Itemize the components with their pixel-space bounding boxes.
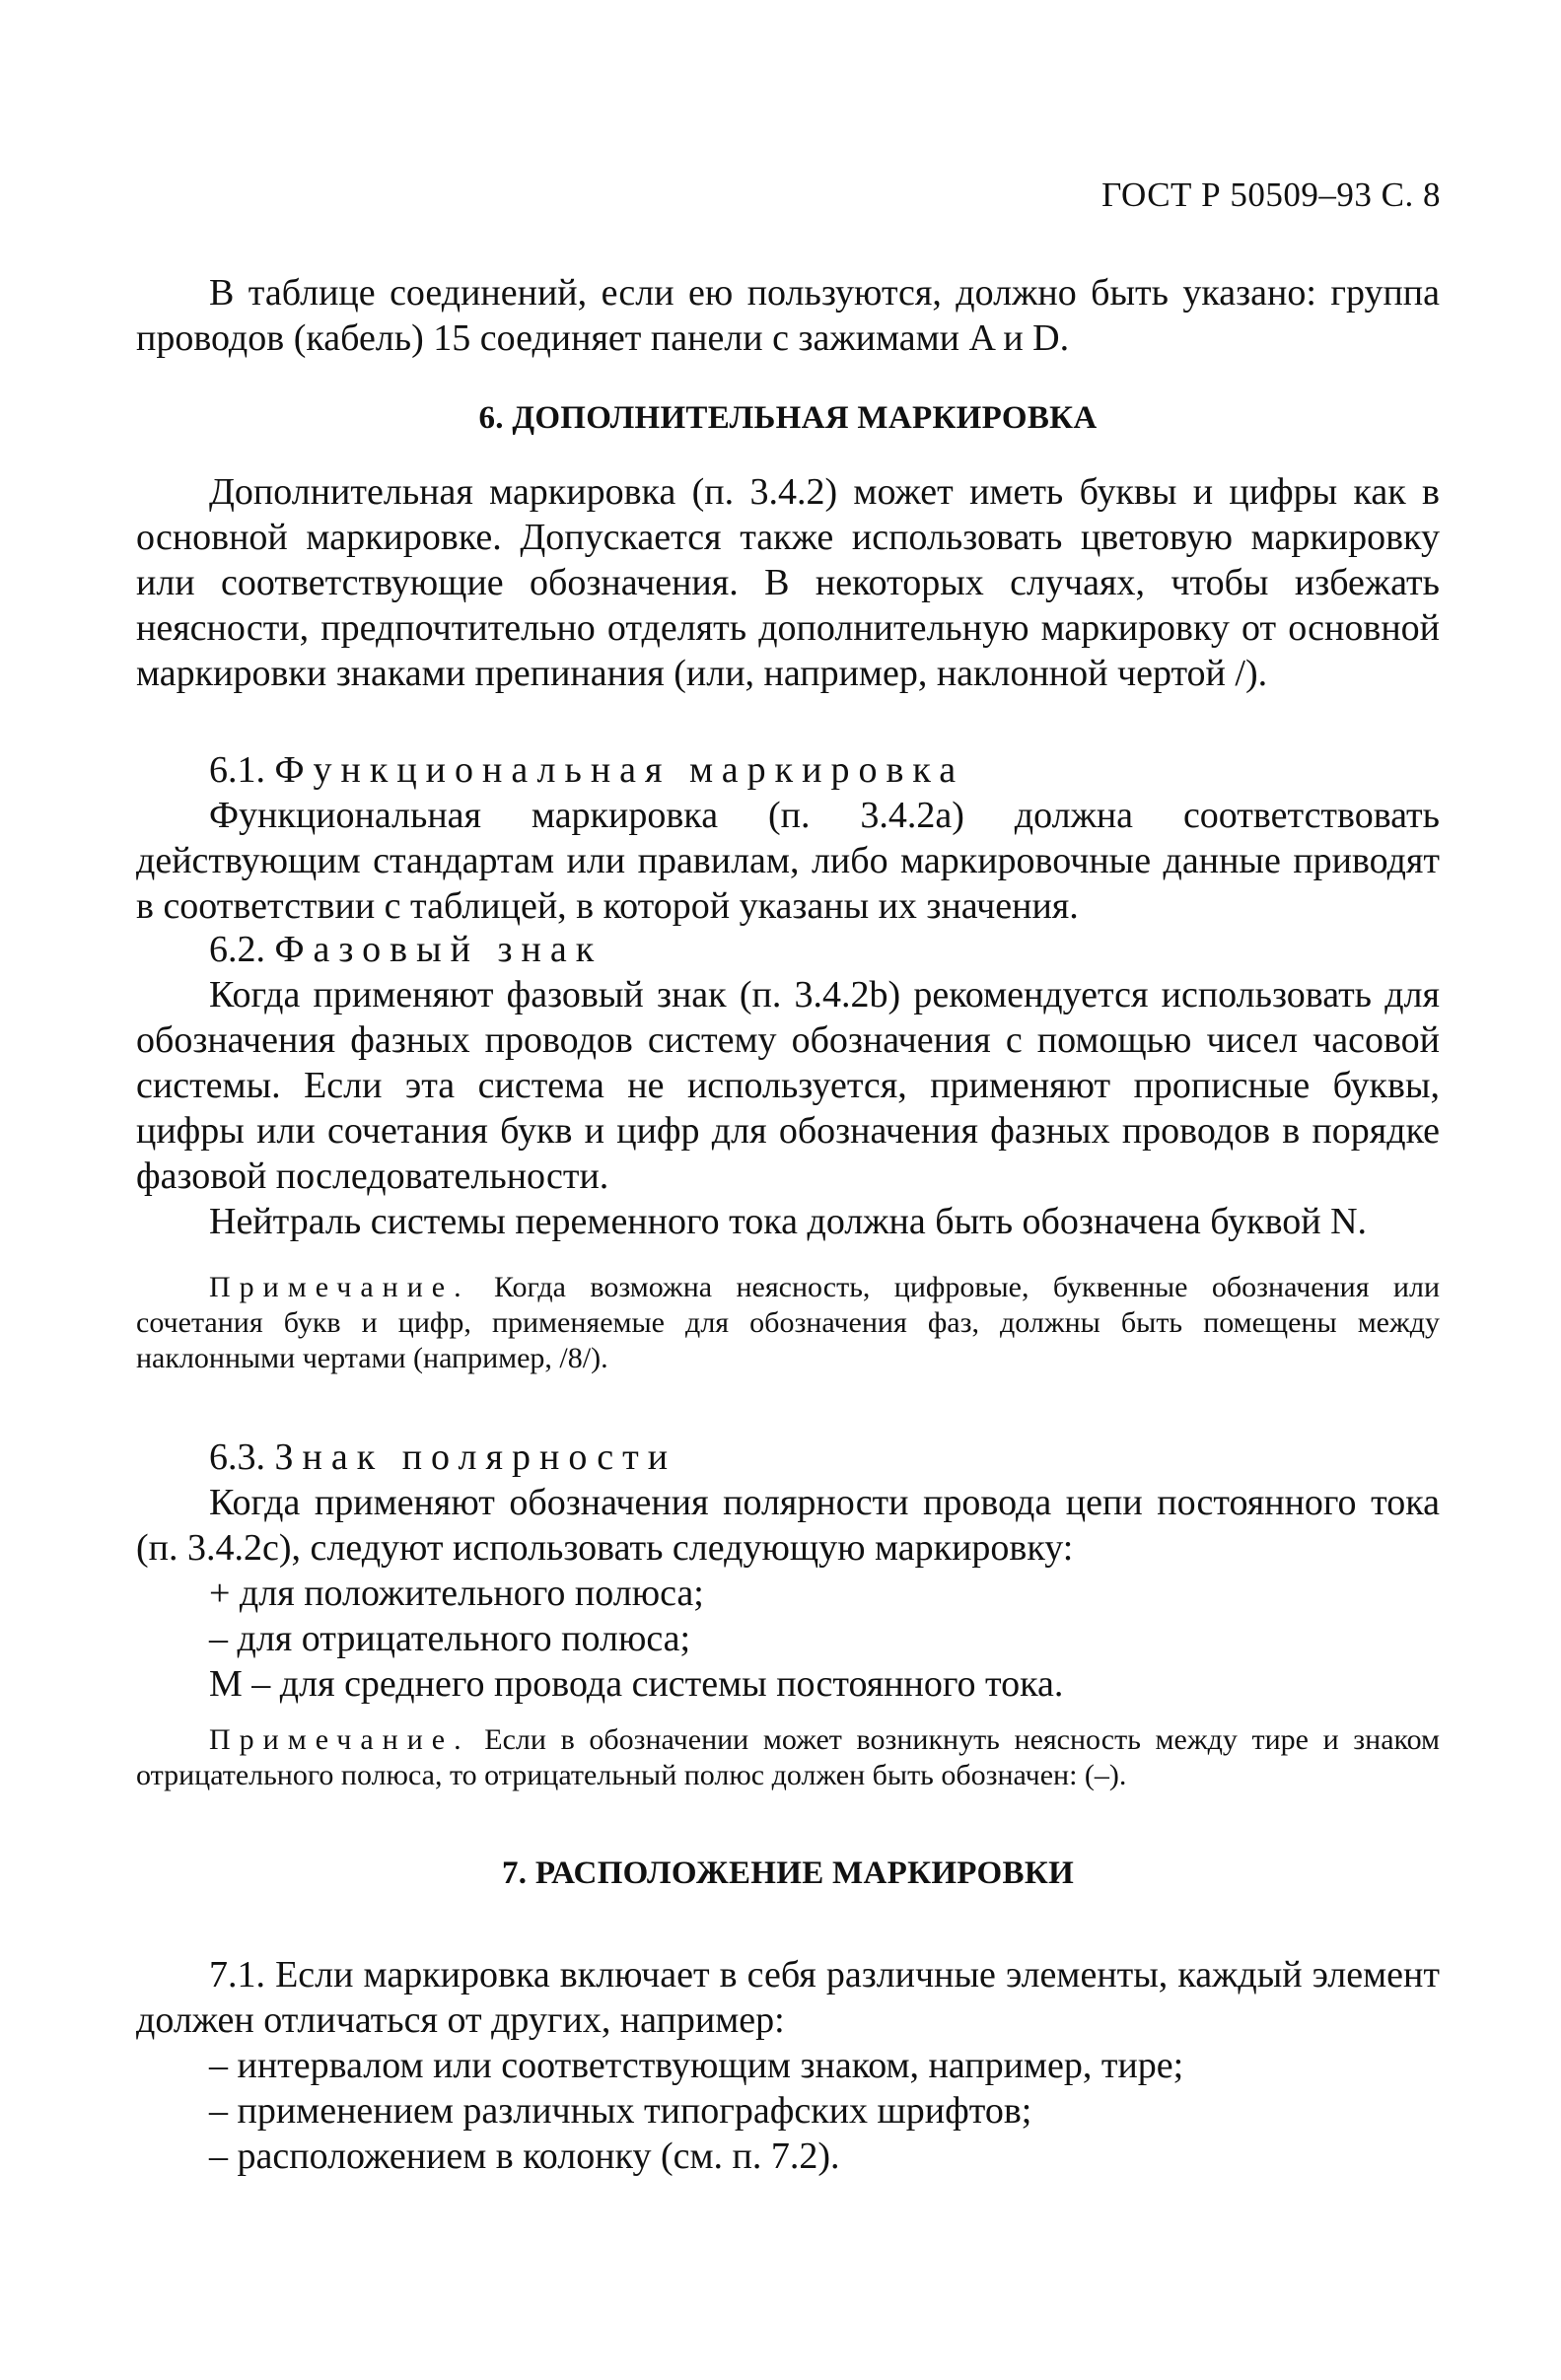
subsection-6-3-text: Когда применяют обозначения полярности провода цепи постоянного тока (п. 3.4.2c), следуют использовать следующую маркировку: [136,1482,1440,1569]
subsection-6-1-heading [136,747,1440,793]
section-7-text: 7.1. Если маркировка включает в себя различные элементы, каждый элемент должен отличаться от других, например: [136,1954,1440,2041]
list-item: – применением различных типографских шрифтов; [209,2090,1032,2132]
note-label: Примечание. [209,1271,470,1303]
subsection-6-2-note [136,1270,1440,1376]
note-label: Примечание. [209,1723,470,1756]
subsection-6-2-heading [136,927,1440,972]
subsection-6-3-title: Знак полярности [274,1436,677,1478]
subsection-6-1-number: 6.1. [209,749,265,791]
section-7-title: 7. РАСПОЛОЖЕНИЕ МАРКИРОВКИ [501,1855,1075,1891]
subsection-6-2-title: Фазовый знак [274,929,603,970]
subsection-6-3-heading [136,1435,1440,1480]
subsection-6-3-note [136,1722,1440,1793]
note-text: Когда возможна неясность, цифровые, буквенные обозначения или сочетания букв и цифр, применяемые для обозначения фаз, должны быть помещены между наклонными чертами (например, /8/). [136,1271,1440,1374]
subsection-6-2 [136,927,1440,1376]
intro-text: В таблице соединений, если ею пользуются, должно быть указано: группа проводов (кабель) 15 соединяет панели с зажимами A и D. [136,272,1440,359]
list-item: – расположением в колонку (см. п. 7.2). [209,2135,840,2177]
list-item: M – для среднего провода системы постоянного тока. [209,1663,1064,1705]
subsection-6-2-text: Когда применяют фазовый знак (п. 3.4.2b) рекомендуется использовать для обозначения фазных проводов систему обозначения с помощью чисел часовой системы. Если эта система не используется, применяют прописные буквы, цифры или сочетания букв и цифр для обозначения фазных проводов в порядке фазовой последовательности. [136,974,1440,1197]
subsection-6-3 [136,1435,1440,1793]
subsection-6-1-text: Функциональная маркировка (п. 3.4.2a) должна соответствовать действующим стандартам или правилам, либо маркировочные данные приводят в соответствии с таблицей, в которой указаны их значения. [136,795,1440,927]
section-6-text: Дополнительная маркировка (п. 3.4.2) может иметь буквы и цифры как в основной маркировке. Допускается также использовать цветовую маркировку или соответствующие обозначения. В некоторых случаях, чтобы избежать неясности, предпочтительно отделять дополнительную маркировку от основной маркировки знаками препинания (или, например, наклонной чертой /). [136,471,1440,694]
intro-paragraph [136,270,1440,361]
section-6-body [136,469,1440,696]
subsection-6-1 [136,747,1440,929]
note-text: Если в обозначении может возникнуть неясность между тире и знаком отрицательного полюса, то отрицательный полюс должен быть обозначен: (–). [136,1723,1440,1791]
subsection-6-2-number: 6.2. [209,929,265,970]
list-item: – для отрицательного полюса; [209,1618,691,1659]
list-item: – интервалом или соответствующим знаком, например, тире; [209,2045,1184,2086]
subsection-6-2-neutral-text: Нейтраль системы переменного тока должна быть обозначена буквой N. [209,1201,1368,1242]
subsection-6-1-title: Функциональная маркировка [274,749,965,791]
list-item: + для положительного полюса; [209,1573,704,1614]
page-header: ГОСТ Р 50509–93 С. 8 [1101,175,1441,214]
section-6-title: 6. ДОПОЛНИТЕЛЬНАЯ МАРКИРОВКА [478,400,1098,436]
subsection-6-3-number: 6.3. [209,1436,265,1478]
section-7-body [136,1952,1440,2179]
